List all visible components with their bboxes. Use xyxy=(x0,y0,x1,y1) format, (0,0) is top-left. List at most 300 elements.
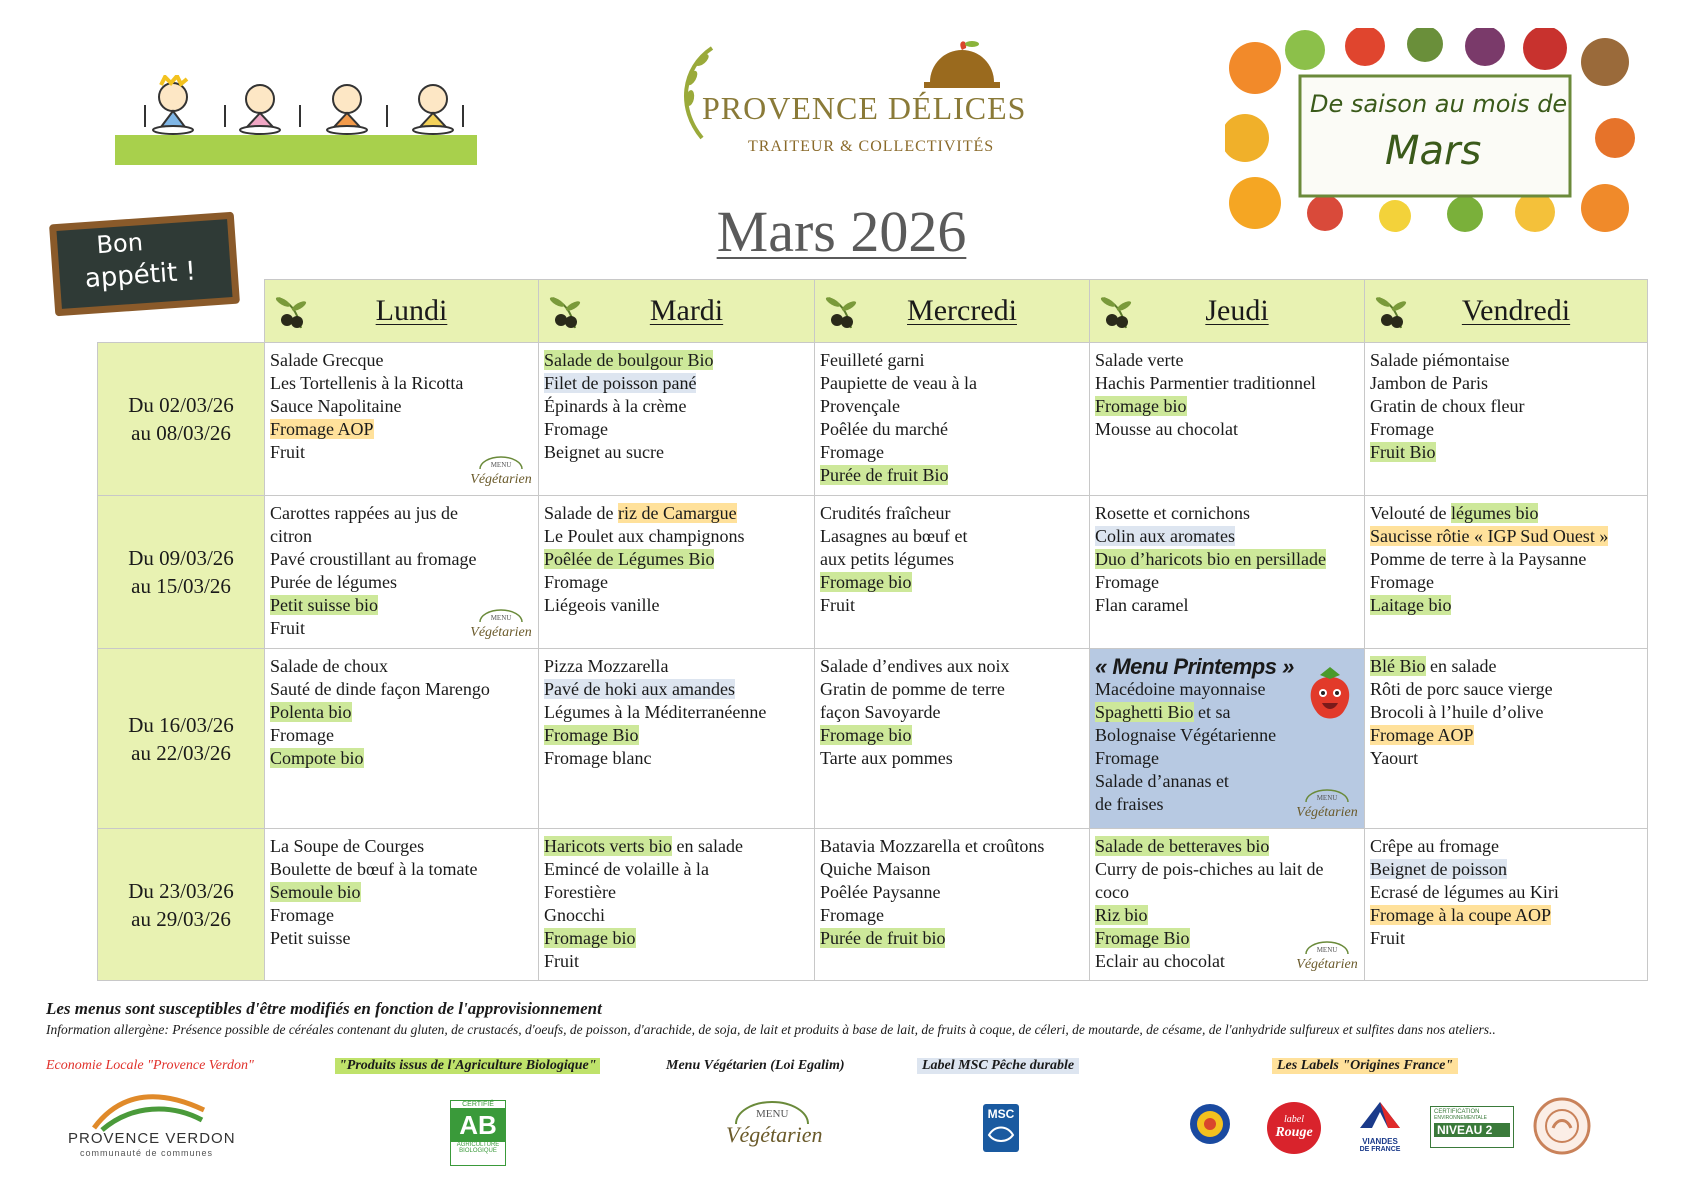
menu-item-label-highlighted: Duo d’haricots bio en persillade xyxy=(1095,549,1326,569)
menu-item xyxy=(820,701,1085,724)
menu-item xyxy=(544,655,810,678)
menu-item-label: de fraises xyxy=(1095,794,1164,814)
olive-icon xyxy=(1098,292,1132,332)
svg-text:MENU: MENU xyxy=(490,614,512,622)
menu-item-label: Feuilleté garni xyxy=(820,350,925,370)
menu-item-label: Fromage xyxy=(270,725,334,745)
menu-item-label: Poêlée du marché xyxy=(820,419,948,439)
viandes-de-france-logo xyxy=(1352,1098,1408,1156)
menu-item xyxy=(1370,372,1643,395)
menu-vegetarien-icon xyxy=(470,453,532,489)
menu-item xyxy=(1370,747,1643,770)
menu-item-label-highlighted: Fromage bio xyxy=(820,572,912,592)
menu-item xyxy=(1370,441,1643,464)
menu-item-label: Les Tortellenis à la Ricotta xyxy=(270,373,464,393)
menu-item xyxy=(1370,904,1643,927)
menu-item xyxy=(1370,349,1643,372)
ab-bottom1: AGRICULTURE xyxy=(456,1142,500,1148)
hills-icon xyxy=(92,1090,207,1132)
menu-item-label-highlighted: Purée de fruit bio xyxy=(820,928,946,948)
menu-item-label: Fruit xyxy=(544,951,580,971)
menu-item xyxy=(544,678,810,701)
menu-item-label: Brocoli à l’huile d’olive xyxy=(1370,702,1544,722)
menu-cell xyxy=(1090,829,1365,981)
menu-item xyxy=(820,441,1085,464)
menu-item-label: coco xyxy=(1095,882,1129,902)
svg-text:MENU: MENU xyxy=(1316,794,1338,802)
hexagon-flag-icon xyxy=(1352,1098,1408,1132)
menu-item-label: Tarte aux pommes xyxy=(820,748,953,768)
veg-logo-text: Végétarien xyxy=(726,1122,823,1147)
menu-item-label-highlighted: Salade de boulgour Bio xyxy=(544,350,714,370)
menu-cell xyxy=(815,829,1090,981)
menu-item xyxy=(544,950,810,973)
menu-item-label: et sa xyxy=(1193,702,1231,722)
menu-item xyxy=(1095,724,1360,747)
menu-item-label-highlighted: légumes bio xyxy=(1450,503,1539,523)
menu-item xyxy=(1370,548,1643,571)
menu-item xyxy=(544,395,810,418)
aop-label-icon xyxy=(1188,1102,1232,1146)
menu-item xyxy=(270,678,534,701)
menu-item-label: Pomme de terre à la Paysanne xyxy=(1370,549,1587,569)
week-range-label1: Du 09/03/26 xyxy=(128,546,234,570)
hve-text3: NIVEAU 2 xyxy=(1434,1123,1510,1137)
menu-item xyxy=(270,904,534,927)
week-label xyxy=(98,829,265,981)
menu-item xyxy=(1095,594,1360,617)
menu-item xyxy=(544,372,810,395)
menu-item xyxy=(544,881,810,904)
legend-vegetarian: Menu Végétarien (Loi Egalim) xyxy=(666,1058,845,1073)
menu-item-label: Salade d’endives aux noix xyxy=(820,656,1010,676)
menu-item xyxy=(1095,418,1360,441)
menu-item xyxy=(820,747,1085,770)
menu-item xyxy=(270,927,534,950)
menu-item-label: citron xyxy=(270,526,312,546)
menu-item xyxy=(270,747,534,770)
menu-item-label: Fromage xyxy=(820,905,884,925)
menu-item-label: Gnocchi xyxy=(544,905,605,925)
menu-cell-spring xyxy=(1090,649,1365,829)
menu-item xyxy=(270,655,534,678)
menu-item-label: Mousse au chocolat xyxy=(1095,419,1238,439)
week-label xyxy=(98,496,265,649)
menu-item-label: Fromage xyxy=(544,419,608,439)
menu-item xyxy=(1370,395,1643,418)
menu-item xyxy=(820,858,1085,881)
menu-item xyxy=(270,502,534,525)
olive-icon xyxy=(273,292,307,332)
menu-item-label-highlighted: Compote bio xyxy=(270,748,364,768)
menu-item xyxy=(820,525,1085,548)
menu-item xyxy=(1370,502,1643,525)
menu-vegetarien-icon xyxy=(1296,786,1358,822)
menu-item-label: Salade d’ananas et xyxy=(1095,771,1229,791)
msc-text: MSC xyxy=(987,1107,1015,1121)
menu-item xyxy=(270,349,534,372)
menu-item xyxy=(270,395,534,418)
menu-item-label: Poêlée Paysanne xyxy=(820,882,941,902)
svg-text:Végétarien: Végétarien xyxy=(470,472,532,487)
strawberry-icon xyxy=(1304,663,1356,727)
menu-item-label: Fromage xyxy=(1370,419,1434,439)
menu-item xyxy=(1095,502,1360,525)
menu-item xyxy=(1370,927,1643,950)
menu-item xyxy=(544,594,810,617)
days-header-row xyxy=(98,280,1648,343)
menu-item-label-highlighted: Salade de betteraves bio xyxy=(1095,836,1270,856)
menu-item xyxy=(270,835,534,858)
menu-item-label: Sauce Napolitaine xyxy=(270,396,402,416)
menu-item-label-highlighted: Colin aux aromates xyxy=(1095,526,1235,546)
allergen-note: Information allergène: Présence possible de céréales contenant du gluten, de crustacés, d'oeufs, de poisson, d'arachide, de soja, de lait et produits à base de lait, de fruits à coque, de céleri, de moutarde, de césame, de l'anhydride sulfureux et sulfites dans nos ateliers.. xyxy=(46,1022,1496,1037)
menu-item xyxy=(820,548,1085,571)
week-label xyxy=(98,343,265,496)
menu-item-label: Liégeois vanille xyxy=(544,595,660,615)
menu-item xyxy=(544,927,810,950)
svg-text:Végétarien: Végétarien xyxy=(1296,805,1358,820)
menu-item-label: en salade xyxy=(671,836,743,856)
menu-cell xyxy=(1090,496,1365,649)
menu-item-label-highlighted: Beignet de poisson xyxy=(1370,859,1507,879)
svg-text:Végétarien: Végétarien xyxy=(1296,957,1358,972)
menu-change-note: Les menus sont susceptibles d'être modifiés en fonction de l'approvisionnement xyxy=(46,999,602,1018)
menu-item xyxy=(820,678,1085,701)
menu-item-label: Fromage blanc xyxy=(544,748,652,768)
fish-icon xyxy=(983,1121,1019,1147)
menu-item-label: Forestière xyxy=(544,882,616,902)
menu-item-label-highlighted: Fromage Bio xyxy=(1095,928,1190,948)
provence-verdon-name: PROVENCE VERDON xyxy=(68,1130,236,1147)
menu-item xyxy=(820,655,1085,678)
menu-item-label: en salade xyxy=(1425,656,1497,676)
menu-item xyxy=(544,724,810,747)
menu-item-label: Petit suisse xyxy=(270,928,351,948)
menu-item xyxy=(270,881,534,904)
menu-item-label: Lasagnes au bœuf et xyxy=(820,526,968,546)
menu-item-label: Pavé croustillant au fromage xyxy=(270,549,477,569)
menu-item xyxy=(820,904,1085,927)
menu-item xyxy=(544,701,810,724)
cloche-icon xyxy=(922,38,1002,90)
menu-cell xyxy=(539,496,815,649)
menu-item-label: Eclair au chocolat xyxy=(1095,951,1225,971)
menu-item xyxy=(1370,594,1643,617)
menu-item-label: Beignet au sucre xyxy=(544,442,664,462)
origin-seal-icon xyxy=(1531,1096,1593,1156)
menu-item-label: Pizza Mozzarella xyxy=(544,656,669,676)
menu-item-label: Rosette et cornichons xyxy=(1095,503,1250,523)
provence-verdon-sub: communauté de communes xyxy=(80,1148,214,1158)
menu-item-label: Gratin de pomme de terre xyxy=(820,679,1005,699)
menu-vegetarien-logo xyxy=(722,1100,822,1158)
menu-item-label: Fromage xyxy=(1095,748,1159,768)
menu-item-label: Curry de pois-chiches au lait de xyxy=(1095,859,1324,879)
menu-item xyxy=(820,835,1085,858)
spring-menu-title: « Menu Printemps » xyxy=(1095,654,1294,679)
menu-item-label-highlighted: Semoule bio xyxy=(270,882,361,902)
menu-item xyxy=(820,349,1085,372)
ab-logo xyxy=(450,1100,506,1166)
menu-cell xyxy=(265,496,539,649)
menu-cell xyxy=(815,496,1090,649)
menu-item-label: Fromage xyxy=(1095,572,1159,592)
page-title: Mars 2026 xyxy=(716,199,967,264)
menu-item xyxy=(1095,858,1360,881)
menu-cell xyxy=(539,343,815,496)
viandes-text2: DE FRANCE xyxy=(1359,1146,1401,1153)
hve-certification-logo xyxy=(1430,1106,1514,1148)
menu-item xyxy=(1370,655,1643,678)
menu-item xyxy=(544,441,810,464)
menu-item-label: Légumes à la Méditerranéenne xyxy=(544,702,767,722)
week-row xyxy=(98,649,1648,829)
menu-item-label: Salade de xyxy=(544,503,618,523)
menu-item-label: Bolognaise Végétarienne xyxy=(1095,725,1277,745)
menu-item-label: Crudités fraîcheur xyxy=(820,503,951,523)
menu-item xyxy=(1095,548,1360,571)
menu-item-label-highlighted: Polenta bio xyxy=(270,702,352,722)
menu-item xyxy=(1370,525,1643,548)
menu-vegetarien-icon xyxy=(1296,938,1358,974)
menu-item-label: Hachis Parmentier traditionnel xyxy=(1095,373,1316,393)
week-row xyxy=(98,829,1648,981)
svg-text:Végétarien: Végétarien xyxy=(470,625,532,640)
menu-item-label: Quiche Maison xyxy=(820,859,931,879)
kids-illustration xyxy=(115,75,477,165)
day-header xyxy=(265,280,539,343)
menu-item-label: Paupiette de veau à la xyxy=(820,373,977,393)
menu-item xyxy=(820,724,1085,747)
menu-item-label: Fromage xyxy=(544,572,608,592)
menu-item-label-highlighted: Petit suisse bio xyxy=(270,595,379,615)
menu-item xyxy=(820,594,1085,617)
menu-item xyxy=(544,349,810,372)
menu-item-label: Salade de choux xyxy=(270,656,388,676)
menu-item-label: Sauté de dinde façon Marengo xyxy=(270,679,490,699)
menu-item xyxy=(820,927,1085,950)
menu-item-label-highlighted: Purée de fruit Bio xyxy=(820,465,949,485)
menu-item xyxy=(1095,395,1360,418)
day-name: Mardi xyxy=(649,294,724,327)
menu-item xyxy=(820,395,1085,418)
menu-item-label-highlighted: Fromage bio xyxy=(820,725,912,745)
menu-cell xyxy=(265,829,539,981)
menu-item-label: Épinards à la crème xyxy=(544,396,687,416)
menu-item xyxy=(270,858,534,881)
slate-line2: appétit ! xyxy=(83,256,197,295)
week-label xyxy=(98,649,265,829)
menu-body xyxy=(98,343,1648,981)
menu-item xyxy=(544,525,810,548)
hve-text1: CERTIFICATION xyxy=(1434,1109,1480,1115)
menu-item xyxy=(1370,701,1643,724)
menu-cell xyxy=(1365,829,1648,981)
menu-item xyxy=(544,571,810,594)
menu-item xyxy=(1095,525,1360,548)
day-name: Mercredi xyxy=(907,294,1017,327)
menu-item-label: Carottes rappées au jus de xyxy=(270,503,458,523)
menu-cell xyxy=(539,649,815,829)
menu-item xyxy=(820,881,1085,904)
menu-item xyxy=(270,724,534,747)
week-range-label2: au 22/03/26 xyxy=(131,740,231,765)
menu-item-label-highlighted: Riz bio xyxy=(1095,905,1148,925)
menu-item-label: Ecrasé de légumes au Kiri xyxy=(1370,882,1559,902)
menu-item-label: Fruit xyxy=(270,618,306,638)
menu-item-label: façon Savoyarde xyxy=(820,702,941,722)
menu-item-label-highlighted: riz de Camargue xyxy=(617,503,737,523)
menu-item xyxy=(544,835,810,858)
menu-item-label-highlighted: Pavé de hoki aux amandes xyxy=(544,679,735,699)
menu-item xyxy=(270,525,534,548)
week-range-label1: Du 02/03/26 xyxy=(128,393,234,417)
veg-logo-top: MENU xyxy=(756,1108,789,1120)
menu-cell xyxy=(265,343,539,496)
menu-item xyxy=(1095,747,1360,770)
menu-item-label-highlighted: Fromage AOP xyxy=(270,419,374,439)
menu-item-label-highlighted: Fromage Bio xyxy=(544,725,639,745)
label-rouge-text1: label xyxy=(1284,1114,1304,1125)
day-name: Vendredi xyxy=(1461,294,1571,327)
menu-item-label: Boulette de bœuf à la tomate xyxy=(270,859,478,879)
menu-item-label: Batavia Mozzarella et croûtons xyxy=(820,836,1045,856)
menu-item-label: Rôti de porc sauce vierge xyxy=(1370,679,1553,699)
logo-tagline: TRAITEUR & COLLECTIVITÉS xyxy=(748,138,995,155)
menu-item-label: Fromage xyxy=(1370,572,1434,592)
menu-item xyxy=(1370,678,1643,701)
menu-cell xyxy=(1365,649,1648,829)
menu-item-label: Emincé de volaille à la xyxy=(544,859,709,879)
menu-item-label-highlighted: Fromage AOP xyxy=(1370,725,1474,745)
menu-item xyxy=(1370,418,1643,441)
olive-icon xyxy=(823,292,857,332)
hve-text2: ENVIRONNEMENTALE xyxy=(1434,1115,1487,1121)
menu-item-label-highlighted: Fromage bio xyxy=(544,928,636,948)
olive-icon xyxy=(547,292,581,332)
menu-item-label: Jambon de Paris xyxy=(1370,373,1488,393)
menu-item-label: Gratin de choux fleur xyxy=(1370,396,1525,416)
menu-item xyxy=(1095,835,1360,858)
label-rouge-logo xyxy=(1267,1102,1321,1154)
ab-mark: AB xyxy=(451,1108,505,1142)
day-header xyxy=(815,280,1090,343)
menu-item-label-highlighted: Haricots verts bio xyxy=(544,836,672,856)
legend-bio: "Produits issus de l'Agriculture Biologique" xyxy=(335,1058,600,1074)
week-range-label2: au 29/03/26 xyxy=(131,906,231,931)
menu-item-label: Velouté de xyxy=(1370,503,1451,523)
menu-item xyxy=(1370,724,1643,747)
menu-item-label: aux petits légumes xyxy=(820,549,954,569)
olive-icon xyxy=(1373,292,1407,332)
menu-item-label: Fromage xyxy=(270,905,334,925)
legend-origines-france: Les Labels "Origines France" xyxy=(1272,1058,1458,1074)
menu-item xyxy=(1095,349,1360,372)
menu-item xyxy=(544,548,810,571)
svg-text:MENU: MENU xyxy=(1316,946,1338,954)
menu-item-label: Fromage xyxy=(820,442,884,462)
week-row xyxy=(98,496,1648,649)
menu-cell xyxy=(539,829,815,981)
menu-cell xyxy=(1090,343,1365,496)
menu-item-label: Crêpe au fromage xyxy=(1370,836,1499,856)
menu-item xyxy=(270,548,534,571)
menu-item-label-highlighted: Spaghetti Bio xyxy=(1095,702,1194,722)
menu-item-label: Fruit xyxy=(1370,928,1406,948)
menu-item xyxy=(820,571,1085,594)
menu-item xyxy=(1095,372,1360,395)
menu-item-label: Le Poulet aux champignons xyxy=(544,526,745,546)
menu-item xyxy=(544,418,810,441)
header-corner xyxy=(98,280,265,343)
menu-item-label: Fruit xyxy=(820,595,856,615)
menu-item xyxy=(270,701,534,724)
msc-logo xyxy=(983,1104,1019,1152)
day-header xyxy=(1090,280,1365,343)
menu-item-label: Salade Grecque xyxy=(270,350,384,370)
menu-item xyxy=(544,858,810,881)
logo-name: PROVENCE DÉLICES xyxy=(702,90,1027,126)
menu-cell xyxy=(1365,496,1648,649)
menu-item xyxy=(270,372,534,395)
svg-text:MENU: MENU xyxy=(490,461,512,469)
ab-top: CERTIFIÉ xyxy=(462,1101,494,1108)
menu-item xyxy=(1370,571,1643,594)
menu-item xyxy=(1095,904,1360,927)
season-line2: Mars xyxy=(1385,128,1482,174)
menu-item xyxy=(820,418,1085,441)
menu-item xyxy=(544,747,810,770)
menu-item-label-highlighted: Fromage à la coupe AOP xyxy=(1370,905,1551,925)
menu-cell xyxy=(1365,343,1648,496)
menu-item xyxy=(544,904,810,927)
menu-item xyxy=(1095,571,1360,594)
legend-local-economy: Economie Locale "Provence Verdon" xyxy=(46,1058,254,1073)
menu-cell xyxy=(815,343,1090,496)
menu-item-label-highlighted: Blé Bio xyxy=(1370,656,1426,676)
week-range-label1: Du 16/03/26 xyxy=(128,712,234,737)
day-name: Jeudi xyxy=(1205,294,1269,327)
menu-item xyxy=(1370,881,1643,904)
menu-item-label-highlighted: Laitage bio xyxy=(1370,595,1452,615)
menu-item-label-highlighted: Fromage bio xyxy=(1095,396,1187,416)
menu-item xyxy=(270,571,534,594)
week-range-label2: au 08/03/26 xyxy=(131,421,231,445)
day-header xyxy=(1365,280,1648,343)
week-range-label2: au 15/03/26 xyxy=(131,574,231,598)
menu-item-label: La Soupe de Courges xyxy=(270,836,425,856)
menu-item-label-highlighted: Poêlée de Légumes Bio xyxy=(544,549,715,569)
menu-item xyxy=(1370,858,1643,881)
menu-cell xyxy=(265,649,539,829)
menu-item-label: Provençale xyxy=(820,396,900,416)
menu-item-label: Flan caramel xyxy=(1095,595,1189,615)
menu-item xyxy=(270,418,534,441)
day-name: Lundi xyxy=(375,294,448,327)
provence-verdon-logo xyxy=(62,1090,236,1160)
menu-item xyxy=(820,502,1085,525)
menu-item-label: Salade verte xyxy=(1095,350,1184,370)
legend-msc: Label MSC Pêche durable xyxy=(917,1058,1079,1074)
menu-item xyxy=(820,372,1085,395)
label-rouge-text2: Rouge xyxy=(1275,1125,1313,1140)
season-line1: De saison au mois de xyxy=(1310,90,1568,118)
menu-item-label-highlighted: Saucisse rôtie « IGP Sud Ouest » xyxy=(1370,526,1609,546)
menu-item xyxy=(1095,881,1360,904)
provence-delices-logo xyxy=(672,38,1027,173)
week-range-label1: Du 23/03/26 xyxy=(128,878,234,903)
